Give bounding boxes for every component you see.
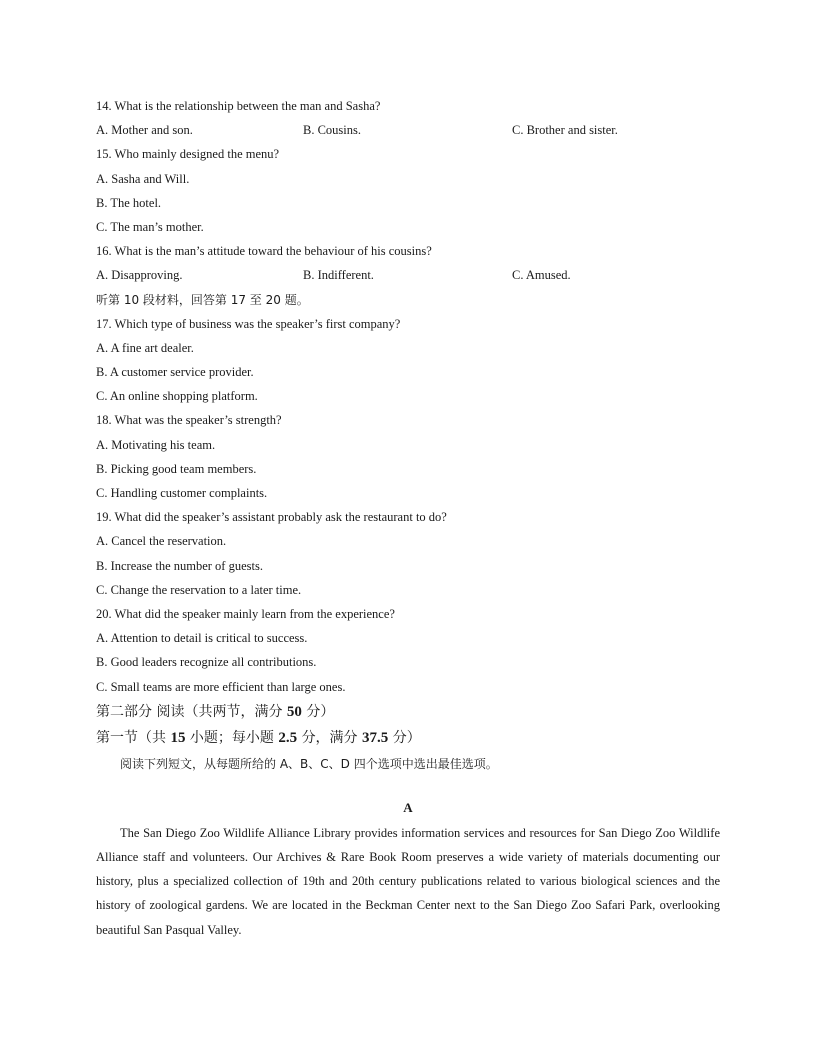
part-2-heading-suffix: 分） — [306, 703, 335, 720]
question-18-stem: 18. What was the speaker’s strength? — [96, 413, 282, 428]
question-16-stem: 16. What is the man’s attitude toward the behaviour of his cousins? — [96, 244, 432, 259]
question-19-option-b: B. Increase the number of guests. — [96, 558, 263, 573]
question-14-option-b: B. Cousins. — [303, 123, 362, 138]
question-16-option-b: B. Indifferent. — [303, 268, 374, 283]
section-1-heading-p4: 分） — [392, 729, 421, 746]
part-2-heading-score: 50 — [286, 703, 302, 720]
question-14-option-a: A. Mother and son. — [96, 123, 193, 138]
question-19-option-c: C. Change the reservation to a later time. — [96, 582, 302, 597]
question-18-option-c: C. Handling customer complaints. — [96, 486, 268, 500]
part-2-heading — [96, 699, 720, 725]
section-1-heading-p2: 小题；每小题 — [189, 729, 274, 746]
section-1-heading-per-item: 2.5 — [278, 729, 298, 746]
passage-a-label: A — [403, 799, 413, 815]
question-16-option-a: A. Disapproving. — [96, 268, 183, 283]
question-14-stem: 14. What is the relationship between the man and Sasha? — [96, 99, 381, 113]
section-1-heading-count: 15 — [170, 729, 186, 746]
question-19-option-a: A. Cancel the reservation. — [96, 534, 227, 549]
question-20-option-a: A. Attention to detail is critical to success. — [96, 631, 308, 646]
passage-a-text: The San Diego Zoo Wildlife Alliance Library provides information services and resources for San Diego Zoo Wildlife Alliance staff and volunteers. Our Archives & Rare Book Room preserves a wide variety of materials documenting our history, plus a specialized collection of 19th and 20th century publications related to various biological sciences and the history of zoological gardens. We are located in the Beckman Center next to the San Diego Zoo Safari Park, overlooking beautiful San Pasqual Valley. — [96, 825, 720, 937]
question-16-options — [96, 263, 720, 287]
question-14-options — [96, 118, 720, 142]
question-18-option-b: B. Picking good team members. — [96, 461, 257, 476]
section-1-heading-p1: 第一节（共 — [96, 729, 166, 746]
question-15-option-a: A. Sasha and Will. — [96, 171, 190, 186]
question-16-option-c: C. Amused. — [512, 268, 571, 283]
question-15-stem: 15. Who mainly designed the menu? — [96, 147, 280, 162]
question-15-option-b: B. The hotel. — [96, 195, 162, 210]
question-14-option-c: C. Brother and sister. — [512, 123, 618, 138]
question-20-stem: 20. What did the speaker mainly learn from the experience? — [96, 606, 395, 621]
section-1-heading-p3: 分，满分 — [301, 729, 358, 746]
part-2-heading-prefix: 第二部分 阅读（共两节，满分 — [96, 703, 283, 720]
question-17-option-b: B. A customer service provider. — [96, 365, 254, 380]
question-17-stem: 17. Which type of business was the speaker’s first company? — [96, 316, 401, 331]
question-19-stem: 19. What did the speaker’s assistant probably ask the restaurant to do? — [96, 510, 447, 525]
question-17-option-a: A. A fine art dealer. — [96, 340, 194, 355]
question-18-option-a: A. Motivating his team. — [96, 437, 216, 452]
section-1-heading-total: 37.5 — [362, 729, 389, 746]
question-15-option-c: C. The man’s mother. — [96, 219, 204, 234]
question-20-option-b: B. Good leaders recognize all contributions. — [96, 655, 317, 670]
material-10-instruction: 听第 10 段材料，回答第 17 至 20 题。 — [96, 292, 309, 307]
section-1-heading — [96, 725, 720, 751]
question-20-option-c: C. Small teams are more efficient than large ones. — [96, 679, 346, 694]
question-17-option-c: C. An online shopping platform. — [96, 389, 258, 404]
exam-page — [96, 94, 720, 942]
reading-instruction: 阅读下列短文，从每题所给的 A、B、C、D 四个选项中选出最佳选项。 — [120, 756, 498, 771]
